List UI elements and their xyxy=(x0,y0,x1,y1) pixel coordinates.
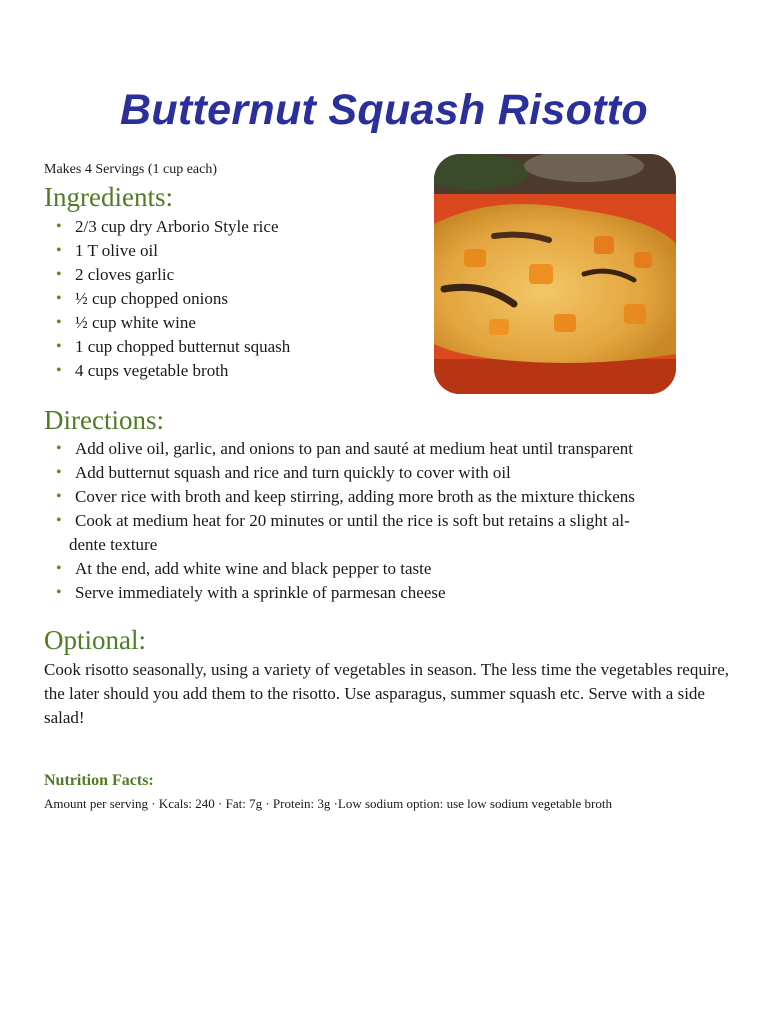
ingredient-item xyxy=(56,239,290,263)
nutrition-heading: Nutrition Facts: xyxy=(44,772,154,789)
bullet-icon: • xyxy=(56,242,62,259)
direction-text: Cover rice with broth and keep stirring, adding more broth as the mixture thickens xyxy=(75,487,635,506)
bullet-icon: • xyxy=(56,362,62,379)
risotto-photo-image xyxy=(434,154,676,394)
bullet-icon: • xyxy=(56,584,62,601)
bullet-icon: • xyxy=(56,266,62,283)
recipe-title: Butternut Squash Risotto xyxy=(120,86,648,134)
ingredient-item xyxy=(56,287,290,311)
direction-text: Add butternut squash and rice and turn quickly to cover with oil xyxy=(75,463,511,482)
direction-item xyxy=(56,581,736,605)
direction-item xyxy=(56,461,736,485)
risotto-photo xyxy=(434,154,676,394)
direction-item-continued xyxy=(56,533,736,557)
ingredient-item xyxy=(56,311,290,335)
direction-item xyxy=(56,437,736,461)
bullet-icon: • xyxy=(56,290,62,307)
optional-heading: Optional: xyxy=(44,625,146,655)
bullet-icon: • xyxy=(56,314,62,331)
bullet-icon: • xyxy=(56,218,62,235)
ingredient-text: 1 T olive oil xyxy=(75,241,158,260)
servings-note: Makes 4 Servings (1 cup each) xyxy=(44,162,218,177)
ingredient-item xyxy=(56,263,290,287)
ingredient-text: 2/3 cup dry Arborio Style rice xyxy=(75,217,279,236)
bullet-icon: • xyxy=(56,338,62,355)
ingredients-heading: Ingredients: xyxy=(44,182,173,212)
direction-text: Cook at medium heat for 20 minutes or until the rice is soft but retains a slight al- xyxy=(75,511,630,530)
ingredient-text: 2 cloves garlic xyxy=(75,265,175,284)
direction-text: At the end, add white wine and black pepper to taste xyxy=(75,559,432,578)
direction-text: Add olive oil, garlic, and onions to pan and sauté at medium heat until transparent xyxy=(75,439,634,458)
direction-text: Serve immediately with a sprinkle of parmesan cheese xyxy=(75,583,446,602)
bullet-icon: • xyxy=(56,512,62,529)
bullet-icon: • xyxy=(56,560,62,577)
directions-heading: Directions: xyxy=(44,405,164,435)
direction-text: dente texture xyxy=(69,535,158,554)
bullet-icon: • xyxy=(56,440,62,457)
ingredient-text: ½ cup chopped onions xyxy=(75,289,228,308)
ingredient-item xyxy=(56,215,290,239)
direction-item xyxy=(56,509,736,533)
bullet-icon: • xyxy=(56,464,62,481)
ingredient-text: ½ cup white wine xyxy=(75,313,196,332)
ingredient-text: 1 cup chopped butternut squash xyxy=(75,337,291,356)
ingredient-item xyxy=(56,335,290,359)
direction-item xyxy=(56,557,736,581)
ingredient-item xyxy=(56,359,290,383)
ingredients-list xyxy=(56,215,290,383)
ingredient-text: 4 cups vegetable broth xyxy=(75,361,229,380)
nutrition-facts: Amount per serving · Kcals: 240 · Fat: 7g · Protein: 3g ·Low sodium option: use low sodium vegetable broth xyxy=(44,796,612,811)
directions-list xyxy=(56,437,736,605)
bullet-icon: • xyxy=(56,488,62,505)
optional-paragraph: Cook risotto seasonally, using a variety of vegetables in season. The less time the vegetables require, the later should you add them to the risotto. Use asparagus, summer squash etc. Serve with a side salad! xyxy=(44,660,730,727)
direction-item xyxy=(56,485,736,509)
